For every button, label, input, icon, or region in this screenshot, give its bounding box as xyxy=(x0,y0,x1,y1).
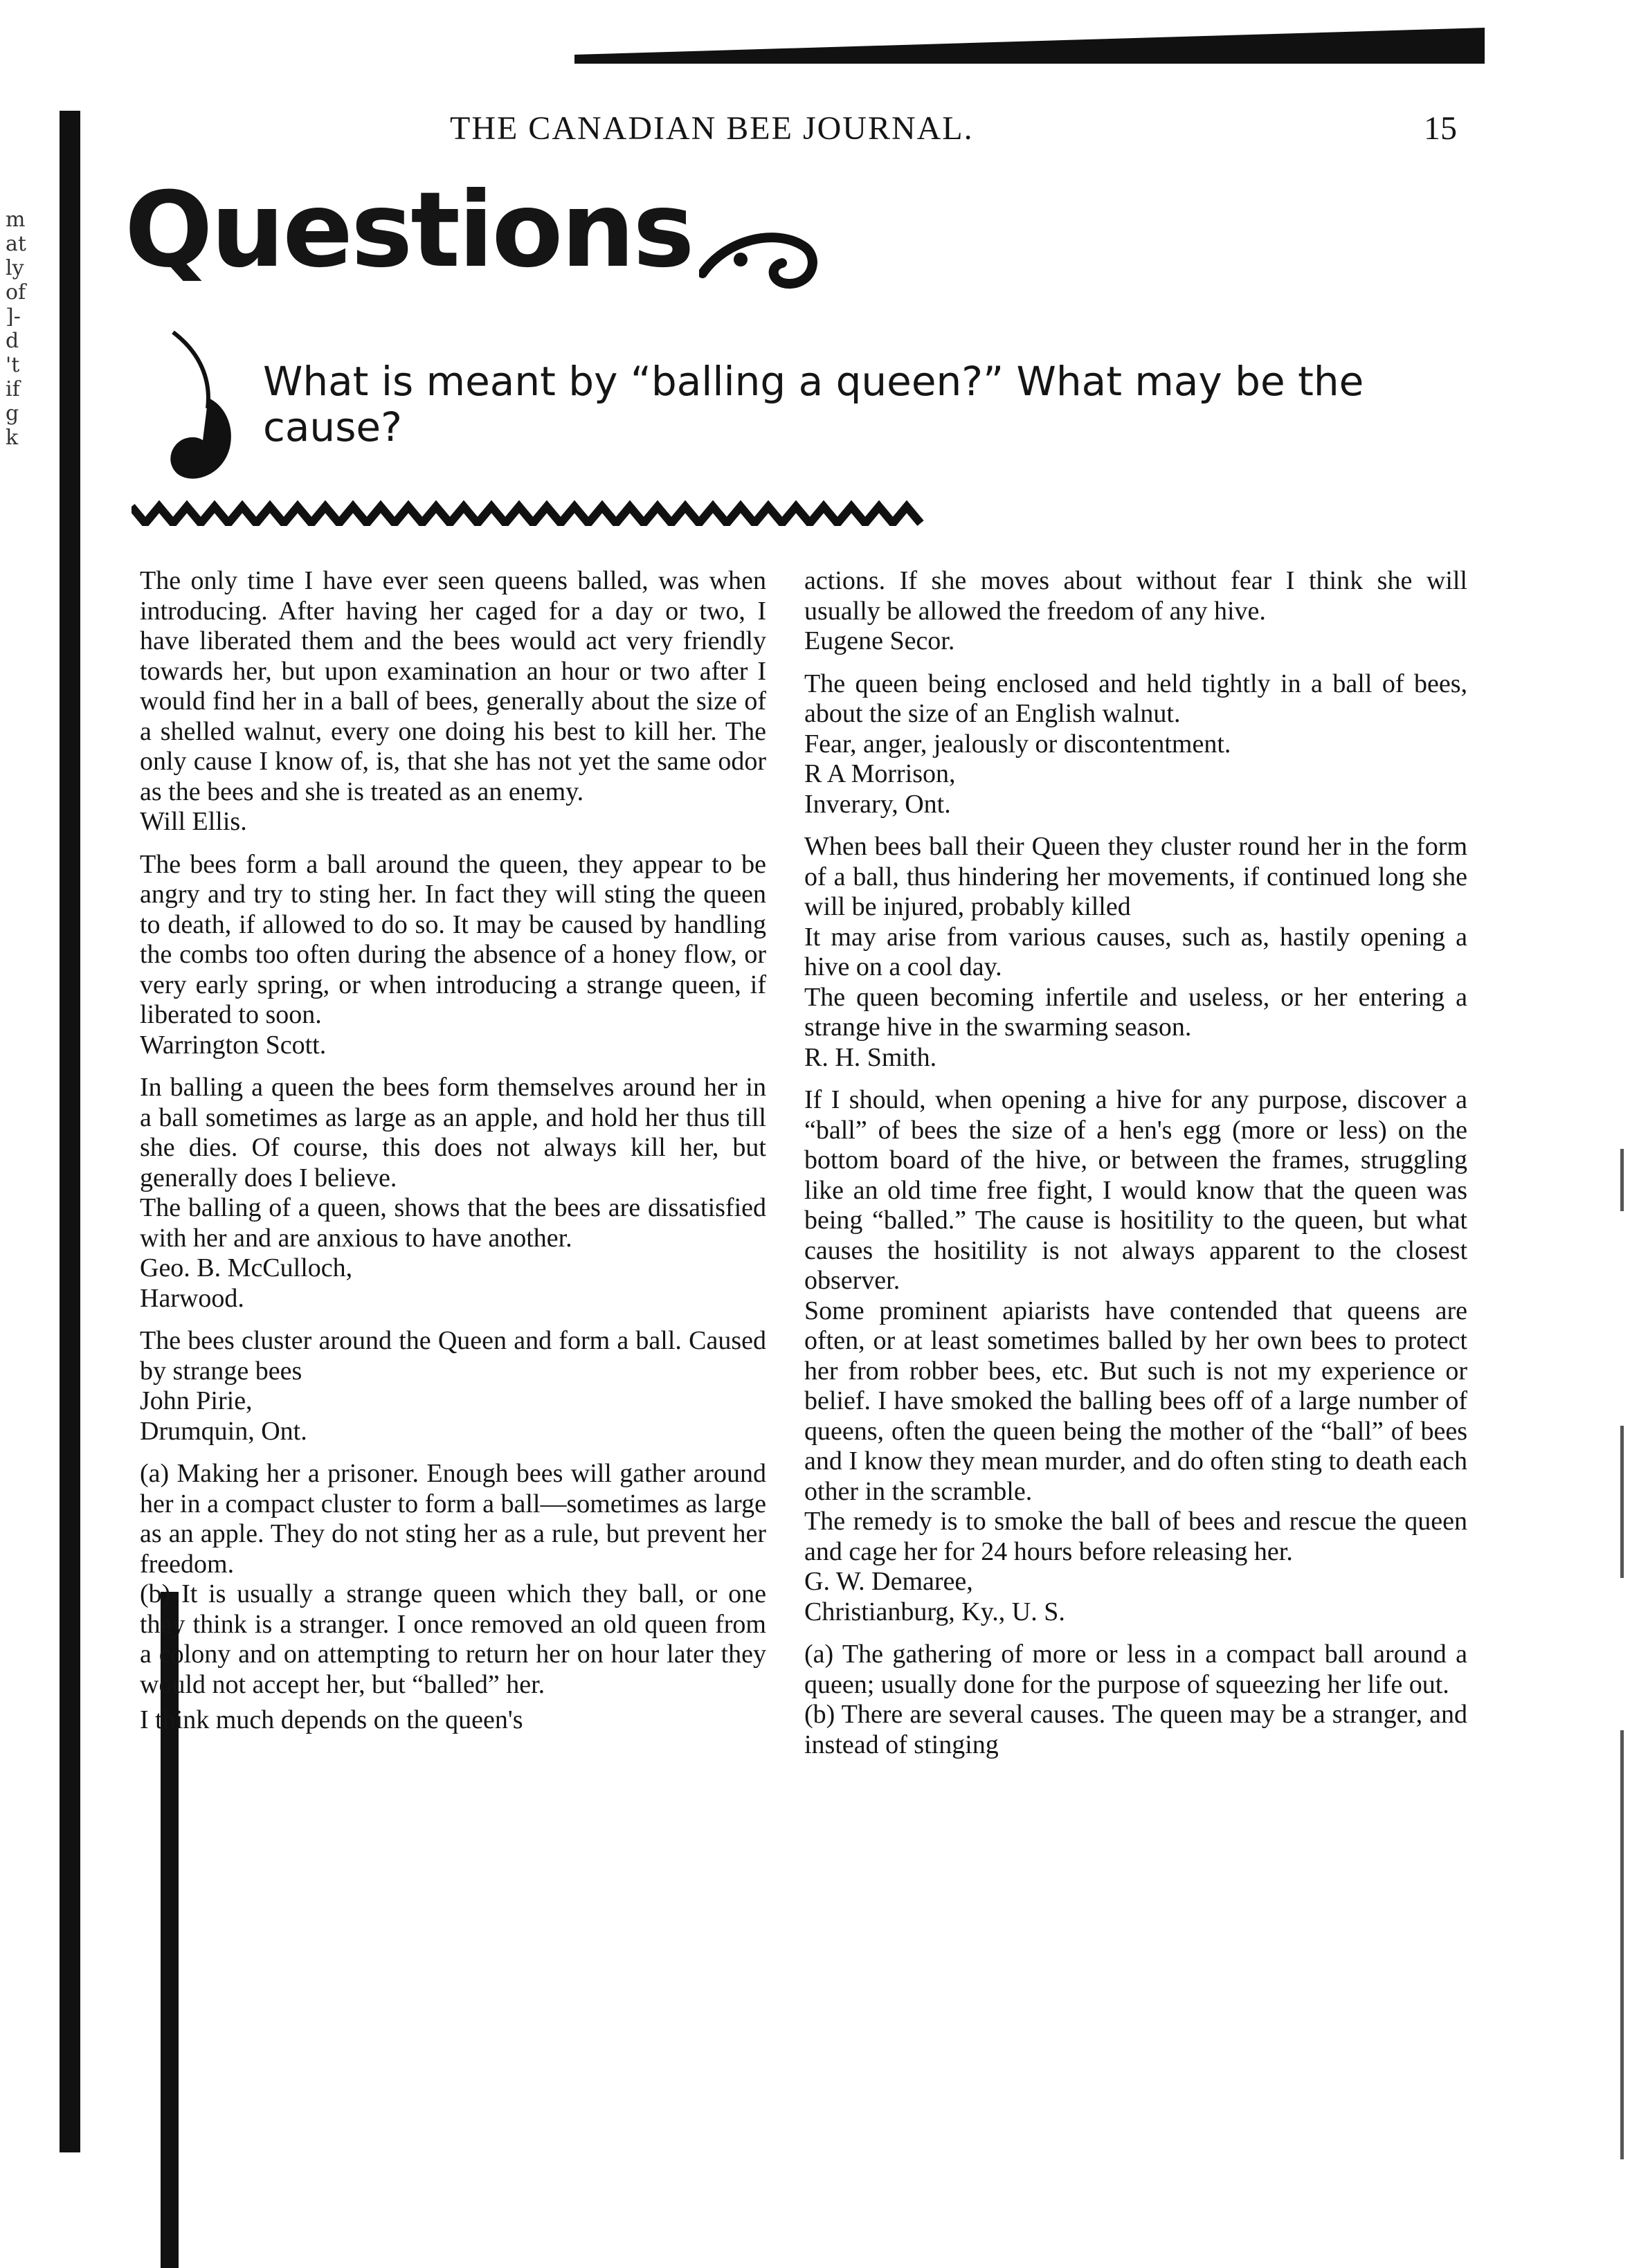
answer-paragraph: The queen becoming infertile and useless, or her entering a strange hive in the swarming season. xyxy=(804,982,1467,1042)
answer-signature: R A Morrison, xyxy=(804,759,956,788)
answer-paragraph: The bees cluster around the Queen and form a ball. Caused by strange bees xyxy=(140,1326,766,1386)
flourish-ornament-icon xyxy=(699,225,824,294)
answer-location: Drumquin, Ont. xyxy=(140,1416,307,1446)
answer-paragraph: actions. If she moves about without fear I think she will usually be allowed the freedom of any hive. xyxy=(804,566,1467,626)
answer-paragraph: If I should, when opening a hive for any purpose, discover a “ball” of bees the size of a hen's egg (more or less) on the bottom board of the hive, or between the frames, struggling like an old time free fight, I would know that the queen was being “balled.” The cause is hositility to the queen, but what causes the hositility is not always apparent to the closest observer. xyxy=(804,1085,1467,1295)
running-header xyxy=(173,109,1467,151)
answer-paragraph: The queen being enclosed and held tightly in a ball of bees, about the size of an English walnut. xyxy=(804,669,1467,728)
answer-signature: Warrington Scott. xyxy=(140,1030,327,1060)
answer-location: Inverary, Ont. xyxy=(804,789,951,819)
answer-paragraph: (a) The gathering of more or less in a compact ball around a queen; usually done for the purpose of squeezing her life out. xyxy=(804,1640,1467,1699)
journal-title: THE CANADIAN BEE JOURNAL. xyxy=(450,110,974,147)
answer-signature: R. H. Smith. xyxy=(804,1042,937,1072)
answer-location: Harwood. xyxy=(140,1283,244,1313)
answer-location: Christianburg, Ky., U. S. xyxy=(804,1597,1065,1626)
answer-paragraph: (b) There are several causes. The queen may be a stranger, and instead of stinging xyxy=(804,1700,1467,1759)
answer-paragraph: The remedy is to smoke the ball of bees and rescue the queen and cage her for 24 hours before releasing her. xyxy=(804,1507,1467,1566)
answer-paragraph: (b) It is usually a strange queen which they ball, or one they think is a stranger. I once removed an old queen from a colony and on attempting to return her on hour later they would not accept her, but “balled” her. xyxy=(140,1579,766,1699)
answer-paragraph: I think much depends on the queen's xyxy=(140,1705,523,1734)
answer-paragraph: The only time I have ever seen queens balled, was when introducing. After having her caged for a day or two, I have liberated them and the bees would act very friendly towards her, but upon examination an hour or two after I would find her in a ball of bees, generally about the size of a shelled walnut, every one doing his best to kill her. The only cause I know of, is, that she has not yet the same odor as the bees and she is treated as an enemy. xyxy=(140,566,766,806)
answer-paragraph: The bees form a ball around the queen, they appear to be angry and try to sting her. In fact they will sting the queen to death, if allowed to do so. It may be caused by handling the combs too often during the absence of a honey flow, or very early spring, or when introducing a strange queen, if liberated to soon. xyxy=(140,849,766,1029)
section-title: Questions xyxy=(125,170,693,291)
page-number: 15 xyxy=(1424,110,1457,147)
answer-paragraph: The balling of a queen, shows that the bees are dissatisfied with her and are anxious to have another. xyxy=(140,1193,766,1253)
answer-paragraph: (a) Making her a prisoner. Enough bees will gather around her in a compact cluster to form a ball—sometimes as large as an apple. They do not sting her as a rule, but prevent her freedom. xyxy=(140,1459,766,1579)
right-column xyxy=(804,566,1467,1760)
top-edge-shadow xyxy=(574,28,1485,64)
answer-signature: G. W. Demaree, xyxy=(804,1567,973,1596)
binding-shadow xyxy=(60,111,80,2152)
edge-speck xyxy=(1620,1730,1624,2159)
answer-paragraph: Fear, anger, jealously or discontentment. xyxy=(804,729,1231,759)
ornamental-rule-icon xyxy=(132,498,927,526)
answer-paragraph: Some prominent apiarists have contended that queens are often, or at least sometimes balled by her own bees to protect her from robber bees, etc. But such is not my experience or belief. I have smoked the balling bees off of a large number of queens, often the queen being the mother of the “ball” of bees and I know they mean murder, and do often sting to death each other in the scramble. xyxy=(804,1296,1467,1506)
answer-signature: John Pirie, xyxy=(140,1386,253,1415)
decorative-initial-icon xyxy=(159,325,242,484)
edge-speck xyxy=(1620,1426,1624,1578)
answer-paragraph: In balling a queen the bees form themselves around her in a ball sometimes as large as an apple, and hold her thus till she dies. Of course, this does not always kill her, but generally does I believe. xyxy=(140,1073,766,1192)
adjacent-page-fragment: m at ly of ]- d 't if g k xyxy=(6,208,26,450)
answer-paragraph: When bees ball their Queen they cluster round her in the form of a ball, thus hindering her movements, if continued long she will be injured, probably killed xyxy=(804,832,1467,921)
answer-paragraph: It may arise from various causes, such as, hastily opening a hive on a cool day. xyxy=(804,922,1467,981)
answer-signature: Will Ellis. xyxy=(140,807,247,836)
answer-signature: Geo. B. McCulloch, xyxy=(140,1253,353,1282)
answer-signature: Eugene Secor. xyxy=(804,626,955,655)
left-column xyxy=(140,566,766,1736)
edge-speck xyxy=(1620,1149,1624,1211)
question-text: What is meant by “balling a queen?” What may be the cause? xyxy=(263,358,1364,451)
